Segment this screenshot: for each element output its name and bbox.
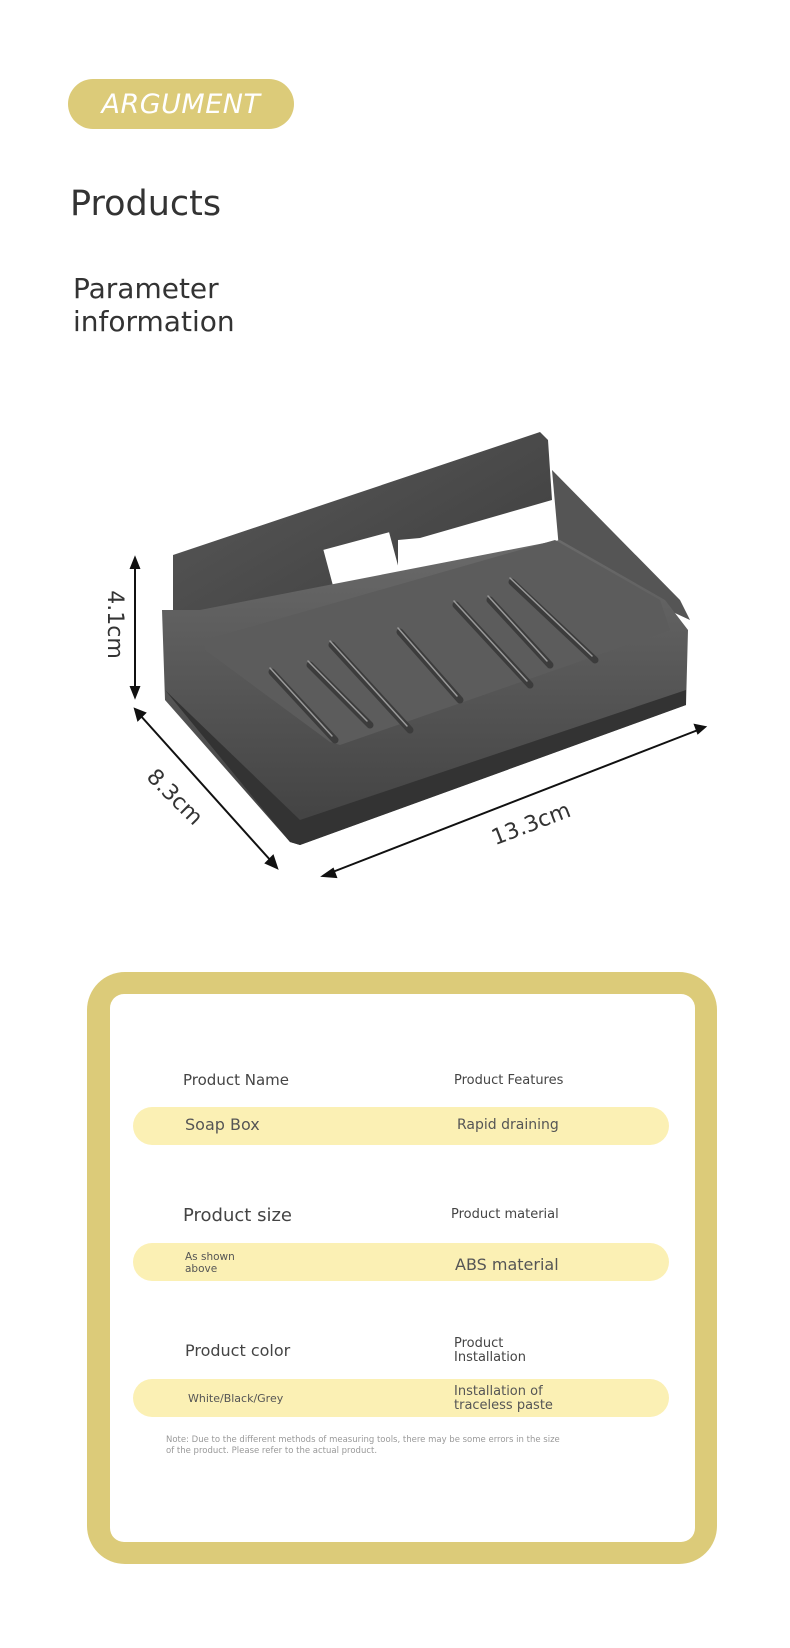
product-color-label: Product color bbox=[185, 1341, 291, 1360]
page-title: Products bbox=[70, 184, 222, 224]
product-installation-label: Product Installation bbox=[454, 1336, 527, 1365]
product-size-label: Product size bbox=[183, 1205, 292, 1226]
width-dimension-label: 13.3cm bbox=[488, 798, 575, 851]
product-features-value: Rapid draining bbox=[457, 1117, 559, 1133]
argument-badge bbox=[68, 79, 294, 129]
product-features-label: Product Features bbox=[454, 1073, 564, 1088]
product-size-value: As shown above bbox=[185, 1251, 235, 1275]
product-material-value: ABS material bbox=[455, 1255, 559, 1274]
product-color-value: White/Black/Grey bbox=[188, 1392, 284, 1405]
height-dimension-label: 4.1cm bbox=[101, 590, 127, 659]
page-subtitle: Parameter information bbox=[73, 272, 235, 338]
product-name-value: Soap Box bbox=[185, 1115, 260, 1134]
product-material-label: Product material bbox=[451, 1207, 559, 1222]
badge-label: ARGUMENT bbox=[101, 88, 261, 120]
measurement-note: Note: Due to the different methods of measuring tools, there may be some errors in the size of the product. Please refer to the actual product. bbox=[166, 1435, 560, 1456]
product-installation-value: Installation of traceless paste bbox=[454, 1384, 553, 1413]
depth-dimension-label: 8.3cm bbox=[141, 764, 208, 831]
product-name-label: Product Name bbox=[183, 1071, 289, 1089]
